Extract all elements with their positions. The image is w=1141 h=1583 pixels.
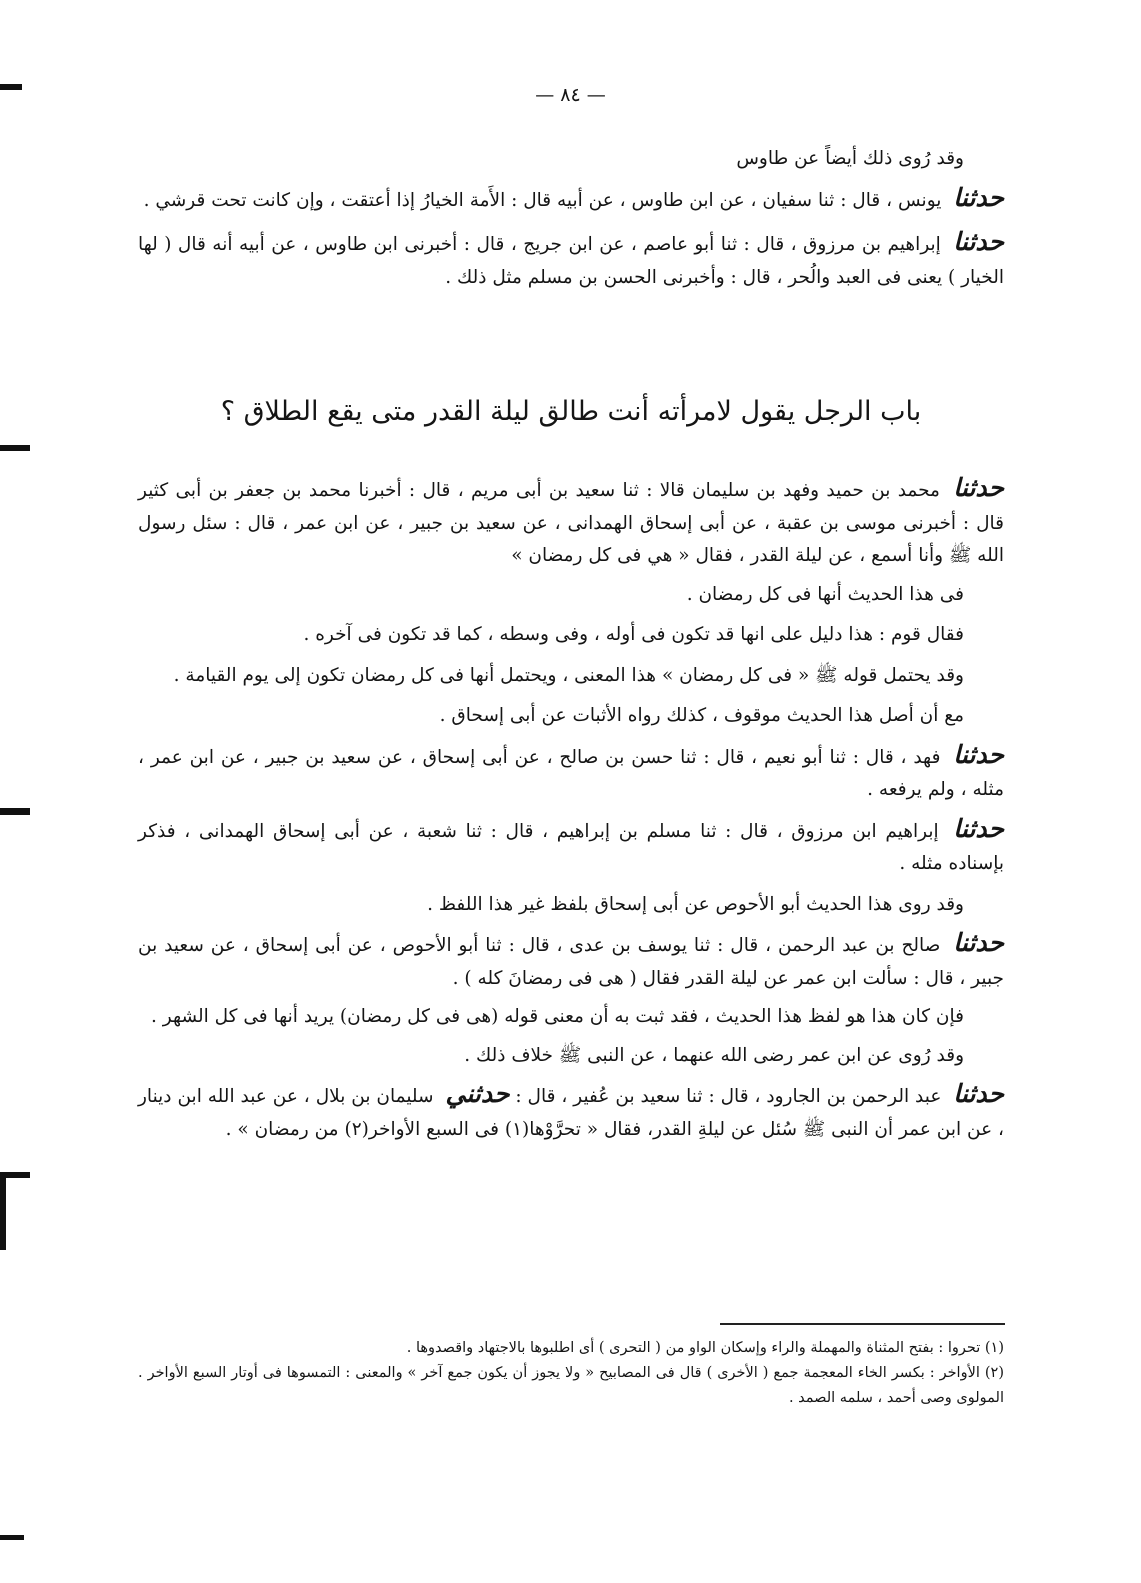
- hadith-paragraph: حدثنا إبراهيم ابن مرزوق ، قال : ثنا مسلم بن إبراهيم ، قال : ثنا شعبة ، عن أبى إسحاق الهمدانى ، فذكر بإسناده مثله .: [138, 813, 1004, 874]
- scan-edge-mark: [0, 1535, 24, 1540]
- hadith-paragraph: حدثنا يونس ، قال : ثنا سفيان ، عن ابن طاوس ، عن أبيه قال : الأَمة الخيارُ إذا أعتقت ، وإن كانت تحت قرشي .: [143, 183, 1004, 212]
- scan-edge-mark: [0, 1172, 6, 1250]
- hadd-word: حدثنا: [953, 1079, 1004, 1108]
- commentary-paragraph: فقال قوم : هذا دليل على انها قد تكون فى أوله ، وفى وسطه ، كما قد تكون فى آخره .: [303, 624, 964, 645]
- commentary-paragraph: وقد يحتمل قوله ﷺ « فى كل رمضان » هذا المعنى ، ويحتمل أنها فى كل رمضان تكون إلى يوم القيامة .: [173, 664, 964, 686]
- hadd-word: حدثنا: [953, 227, 1004, 256]
- commentary-paragraph: وقد رُوى عن ابن عمر رضى الله عنهما ، عن النبى ﷺ خلاف ذلك .: [464, 1044, 964, 1066]
- footnote: (٢) الأواخر : بكسر الخاء المعجمة جمع ( الأخرى ) قال فى المصابيح « ولا يجوز أن يكون جمع آخر » والمعنى : التمسوها فى أوتار السبع الأواخر . المولوى وصى أحمد ، سلمه الصمد .: [138, 1365, 1004, 1406]
- intro-line: وقد رُوى ذلك أيضاً عن طاوس: [736, 148, 964, 169]
- hadith-paragraph: حدثنا إبراهيم بن مرزوق ، قال : ثنا أبو عاصم ، عن ابن جريج ، قال : أخبرنى ابن طاوس ، عن أبيه أنه قال ( لها الخيار ) يعنى فى العبد والُحر ، قال : وأخبرنى الحسن بن مسلم مثل ذلك .: [138, 227, 1004, 288]
- hadith-paragraph: حدثنا صالح بن عبد الرحمن ، قال : ثنا يوسف بن عدى ، قال : ثنا أبو الأحوص ، عن أبى إسحاق ، عن سعيد بن جبير ، قال : سألت ابن عمر عن ليلة القدر فقال ( هى فى رمضانَ كله ) .: [138, 928, 1004, 989]
- footnote-separator: [720, 1323, 1005, 1325]
- hadd-word-variant: حدثني: [445, 1079, 510, 1108]
- hadd-word: حدثنا: [953, 183, 1004, 212]
- hadith-paragraph: حدثنا فهد ، قال : ثنا أبو نعيم ، قال : ثنا حسن بن صالح ، عن أبى إسحاق ، عن سعيد بن جبير ، عن ابن عمر ، مثله ، ولم يرفعه .: [138, 739, 1004, 800]
- commentary-paragraph: فإن كان هذا هو لفظ هذا الحديث ، فقد ثبت به أن معنى قوله (هى فى كل رمضان) يريد أنها فى كل الشهر .: [151, 1006, 964, 1027]
- hadd-word: حدثنا: [953, 813, 1004, 843]
- hadd-word: حدثنا: [953, 473, 1004, 502]
- footnote: (١) تحروا : بفتح المثناة والمهملة والراء وإسكان الواو من ( التحرى ) أى اطلبوها بالاجتهاد واقصدوها .: [406, 1340, 1004, 1356]
- footnotes: [138, 1336, 1004, 1411]
- hadith-paragraph: حدثنا محمد بن حميد وفهد بن سليمان قالا : ثنا سعيد بن أبى مريم ، قال : أخبرنا محمد بن جعفر بن أبى كثير قال : أخبرنى موسى بن عقبة ، عن أبى إسحاق الهمدانى ، عن سعيد بن جبير ، عن ابن عمر ، قال : سئل رسول الله ﷺ وأنا أسمع ، عن ليلة القدر ، فقال « هي فى كل رمضان »: [138, 473, 1004, 566]
- commentary-paragraph: مع أن أصل هذا الحديث موقوف ، كذلك رواه الأثبات عن أبى إسحاق .: [439, 705, 964, 726]
- page-number: — ٨٤ —: [535, 84, 606, 106]
- scan-edge-mark: [0, 445, 30, 451]
- scan-edge-mark: [0, 808, 30, 815]
- chapter-body: [138, 472, 1004, 1146]
- chapter-title: باب الرجل يقول لامرأته أنت طالق ليلة القدر متى يقع الطلاق ؟: [220, 396, 922, 427]
- hadd-word: حدثنا: [953, 739, 1004, 769]
- commentary-paragraph: وقد روى هذا الحديث أبو الأحوص عن أبى إسحاق بلفظ غير هذا اللفظ .: [427, 893, 964, 915]
- opening-section: [138, 142, 1004, 294]
- commentary-paragraph: فى هذا الحديث أنها فى كل رمضان .: [686, 583, 964, 605]
- hadd-word: حدثنا: [953, 928, 1004, 957]
- hadith-paragraph: حدثنا عبد الرحمن بن الجارود ، قال : ثنا سعيد بن عُفير ، قال : حدثني سليمان بن بلال ، عن عبد الله ابن دينار ، عن ابن عمر أن النبى ﷺ سُئل عن ليلةِ القدر، فقال « تحرَّوْها(١) فى السبع الأواخر(٢) من رمضان » .: [138, 1079, 1004, 1140]
